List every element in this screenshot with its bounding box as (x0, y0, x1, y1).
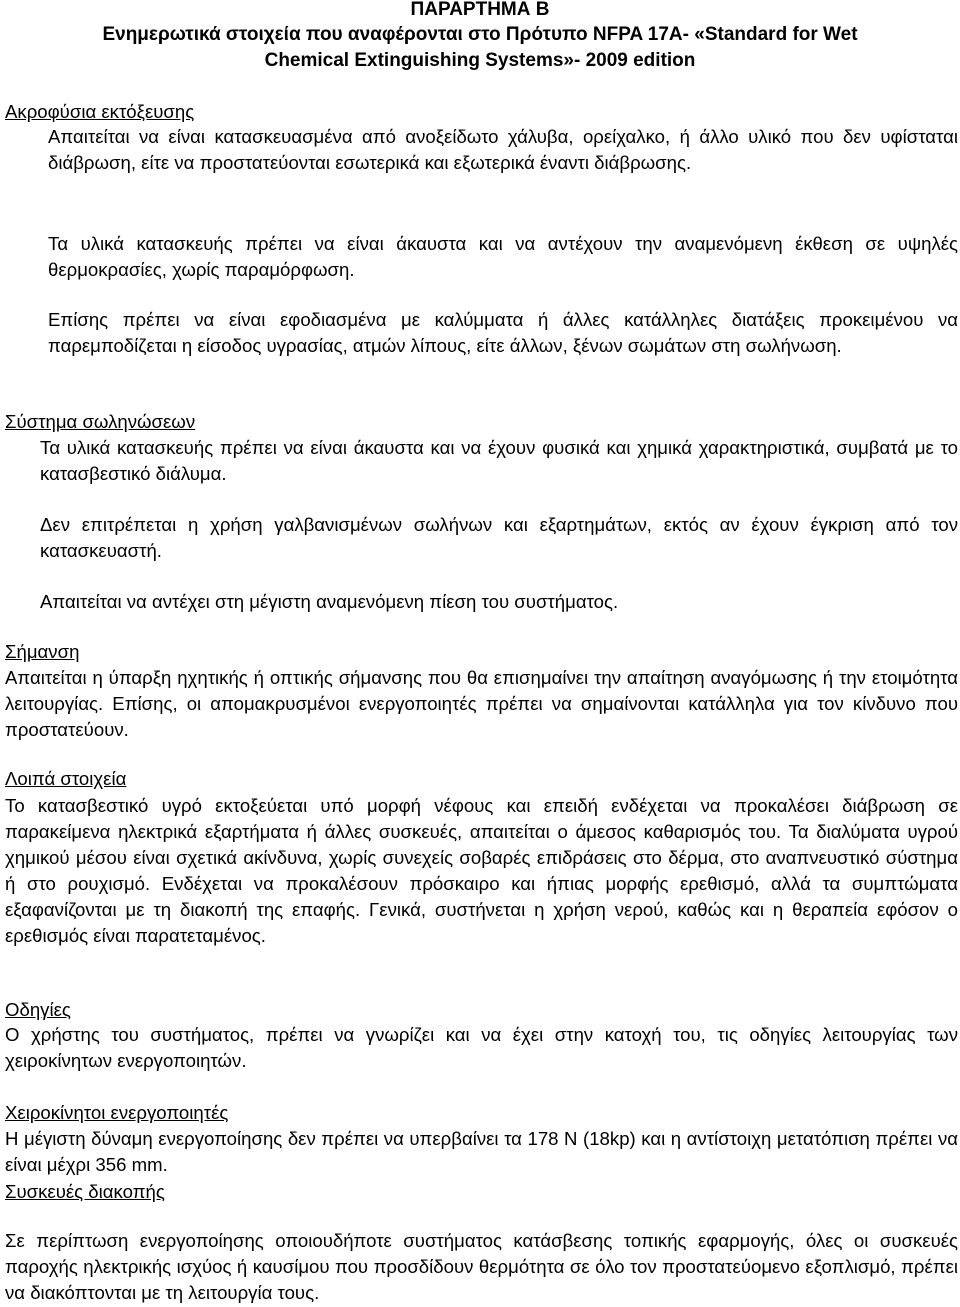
heading-shutoff-devices: Συσκευές διακοπής (5, 1181, 165, 1202)
instructions-paragraph: Ο χρήστης του συστήματος, πρέπει να γνωρίζει και να έχει στην κατοχή του, τις οδηγίες λειτουργίας των χειροκίνητων ενεργοποιητών. (5, 1024, 958, 1071)
piping-paragraph-1: Τα υλικά κατασκευής πρέπει να είναι άκαυστα και να έχουν φυσικά και χημικά χαρακτηριστικά, συμβατά με το κατασβεστικό διάλυμα. (40, 437, 958, 484)
heading-manual-actuators: Χειροκίνητοι ενεργοποιητές (5, 1102, 229, 1123)
signaling-paragraph: Απαιτείται η ύπαρξη ηχητικής ή οπτικής σήμανσης που θα επισημαίνει την απαίτηση αναγόμωσης ή την ετοιμότητα λειτουργίας. Επίσης, οι απομακρυσμένοι ενεργοποιητές πρέπει να σημαίνονται κατάλληλα για τον κίνδυνο που προστατεύουν. (5, 667, 958, 740)
other-paragraph: Το κατασβεστικό υγρό εκτοξεύεται υπό μορφή νέφους και επειδή ενδέχεται να προκαλέσει διάβρωση σε παρακείμενα ηλεκτρικά εξαρτήματα ή άλλες συσκευές, απαιτείται ο άμεσος καθαρισμός του. Τα διαλύματα υγρού χημικού μέσου είναι σχετικά ακίνδυνα, χωρίς συνεχείς σοβαρές επιδράσεις στο δέρμα, στο αναπνευστικό σύστημα ή στο ρουχισμό. Ενδέχεται να προκαλέσουν πρόσκαιρο και ήπιας μορφής ερεθισμό, αλλά τα συμπτώματα εξαφανίζονται με τη διακοπή της επαφής. Γενικά, συστήνεται η χρήση νερού, καθώς και η θεραπεία εφόσον ο ερεθισμός είναι παρατεταμένος. (5, 795, 958, 946)
annex-subtitle-line-2: Chemical Extinguishing Systems»- 2009 edition (264, 50, 696, 71)
nozzles-paragraph-2: Τα υλικά κατασκευής πρέπει να είναι άκαυστα και να αντέχουν την αναμενόμενη έκθεση σε υψηλές θερμοκρασίες, χωρίς παραμόρφωση. (48, 233, 958, 280)
annex-subtitle-line-1: Ενημερωτικά στοιχεία που αναφέρονται στο Πρότυπο NFPA 17A- «Standard for Wet (102, 24, 858, 45)
heading-piping: Σύστημα σωληνώσεων (5, 411, 196, 432)
nozzles-paragraph-3: Επίσης πρέπει να είναι εφοδιασμένα με καλύμματα ή άλλες κατάλληλες διατάξεις προκειμένου να παρεμποδίζεται η είσοδος υγρασίας, ατμών λίπους, είτε άλλων, ξένων σωμάτων στη σωλήνωση. (48, 309, 958, 356)
heading-other: Λοιπά στοιχεία (5, 768, 127, 789)
nozzles-paragraph-1: Απαιτείται να είναι κατασκευασμένα από ανοξείδωτο χάλυβα, ορείχαλκο, ή άλλο υλικό που δεν υφίσταται διάβρωση, είτε να προστατεύονται εσωτερικά και εξωτερικά έναντι διάβρωσης. (48, 126, 958, 173)
heading-signaling: Σήμανση (5, 641, 80, 662)
annex-title: ΠΑΡΑΡΤΗΜΑ Β (410, 0, 550, 20)
shutoff-devices-paragraph: Σε περίπτωση ενεργοποίησης οποιουδήποτε συστήματος κατάσβεσης τοπικής εφαρμογής, όλες οι συσκευές παροχής ηλεκτρικής ισχύος ή καυσίμου που προσδίδουν θερμότητα σε όλο τον προστατεύομενο εξοπλισμό, πρέπει να διακόπτονται με τη λειτουργία τους. (5, 1230, 958, 1303)
piping-paragraph-2: Δεν επιτρέπεται η χρήση γαλβανισμένων σωλήνων και εξαρτημάτων, εκτός αν έχουν έγκριση από τον κατασκευαστή. (40, 514, 958, 561)
manual-actuators-paragraph: Η μέγιστη δύναμη ενεργοποίησης δεν πρέπει να υπερβαίνει τα 178 Ν (18kp) και η αντίστοιχη μετατόπιση πρέπει να είναι μέχρι 356 mm. (5, 1128, 958, 1175)
heading-nozzles: Ακροφύσια εκτόξευσης (5, 101, 195, 122)
piping-paragraph-3: Απαιτείται να αντέχει στη μέγιστη αναμενόμενη πίεση του συστήματος. (40, 591, 619, 612)
heading-instructions: Οδηγίες (5, 999, 71, 1020)
